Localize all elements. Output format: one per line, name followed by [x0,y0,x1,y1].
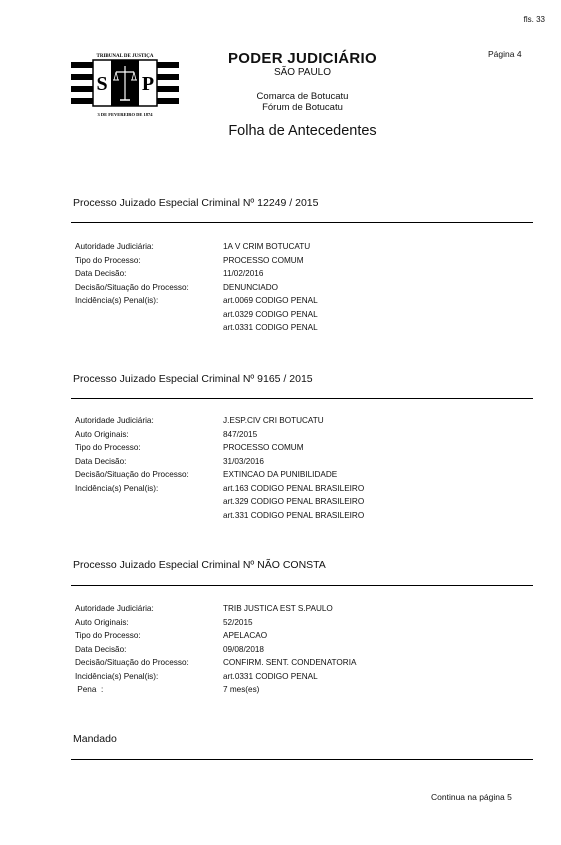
record-value: TRIB JUSTICA EST S.PAULO [223,604,333,613]
record-value: 52/2015 [223,617,253,627]
section-title: Processo Juizado Especial Criminal Nº 12249 / 2015 [73,197,319,209]
record-label: Data Decisão: [75,456,127,466]
section-title: Processo Juizado Especial Criminal Nº NÃO CONSTA [73,559,326,571]
record-label: Autoridade Judiciária: [75,242,154,251]
record-value: DENUNCIADO [223,282,279,292]
record-label: Tipo do Processo: [75,631,141,640]
section-title: Processo Juizado Especial Criminal Nº 9165 / 2015 [73,373,313,385]
record-value: CONFIRM. SENT. CONDENATORIA [223,658,357,667]
record-label: Auto Originais: [75,429,129,439]
record-label: Autoridade Judiciária: [75,416,154,425]
section-divider [71,222,533,223]
court-seal-logo [71,52,179,122]
record-value: art.331 CODIGO PENAL BRASILEIRO [223,510,365,520]
record-label: Auto Originais: [75,617,129,627]
record-value: 7 mes(es) [223,685,260,694]
record-value: PROCESSO COMUM [223,255,304,265]
record-label: Pena : [75,685,104,694]
record-value: EXTINCAO DA PUNIBILIDADE [223,470,338,479]
record-label: Incidência(s) Penal(is): [75,671,159,681]
record-value: art.0329 CODIGO PENAL [223,309,318,319]
section-title: Mandado [73,733,117,745]
header-comarca: Comarca de Botucatu [256,91,349,102]
record-value: art.0069 CODIGO PENAL [223,296,318,305]
section-divider [71,585,533,586]
logo-bottom-text: 3 DE FEVEREIRO DE 1874 [97,112,153,117]
record-value: 847/2015 [223,429,258,439]
record-label: Tipo do Processo: [75,255,141,265]
record-value: art.0331 CODIGO PENAL [223,671,318,681]
logo-letter-s: S [96,73,108,95]
record-value: art.163 CODIGO PENAL BRASILEIRO [223,483,365,493]
record-label: Data Decisão: [75,644,127,654]
record-label: Decisão/Situação do Processo: [75,658,189,667]
record-label: Incidência(s) Penal(is): [75,296,159,305]
document-title: Folha de Antecedentes [228,123,377,139]
record-value: PROCESSO COMUM [223,443,304,452]
record-value: art.329 CODIGO PENAL BRASILEIRO [223,497,365,506]
page-number-top: fls. 33 [523,15,545,24]
record-value: art.0331 CODIGO PENAL [223,323,318,332]
record-value: 09/08/2018 [223,644,264,654]
record-value: APELACAO [223,631,268,640]
document-header [200,50,405,113]
header-state: SÃO PAULO [273,67,332,78]
continuation-note: Continua na página 5 [431,792,512,802]
logo-top-text: TRIBUNAL DE JUSTIÇA [96,54,154,59]
record-label: Incidência(s) Penal(is): [75,483,159,493]
header-forum: Fórum de Botucatu [262,102,343,113]
record-label: Data Decisão: [75,269,127,278]
logo-letter-p: P [141,73,155,95]
header-title: PODER JUDICIÁRIO [228,50,377,67]
record-label: Decisão/Situação do Processo: [75,470,189,479]
page-label: Página 4 [488,49,522,59]
record-label: Tipo do Processo: [75,443,141,452]
record-value: 11/02/2016 [223,269,264,278]
record-label: Autoridade Judiciária: [75,604,154,613]
record-value: 31/03/2016 [223,456,264,466]
record-label: Decisão/Situação do Processo: [75,282,189,292]
record-value: 1A V CRIM BOTUCATU [223,242,311,251]
section-divider [71,398,533,399]
record-value: J.ESP.CIV CRI BOTUCATU [223,416,324,425]
section-divider [71,759,533,760]
